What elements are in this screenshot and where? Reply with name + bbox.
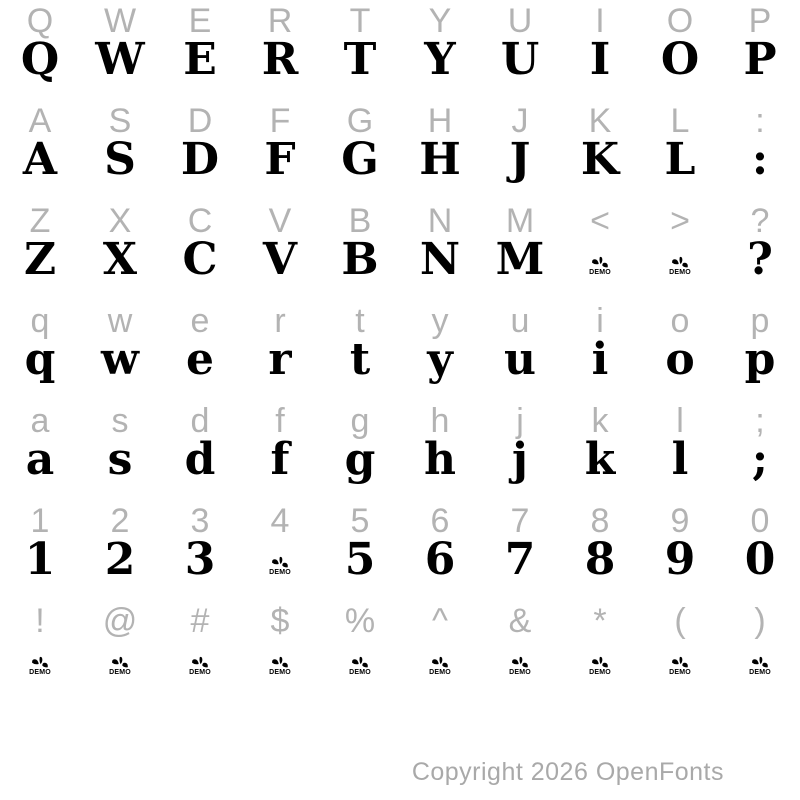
reference-char: X [108,202,132,240]
demo-placeholder [160,642,240,681]
reference-char: G [346,102,374,140]
reference-char: i [596,302,604,340]
reference-char: $ [270,602,290,640]
reference-char: o [670,302,690,340]
preview-char: N [419,234,461,285]
reference-char: 5 [350,502,370,540]
demo-label: DEMO [189,669,211,676]
reference-char: B [348,202,372,240]
reference-char: O [666,2,694,40]
preview-char: j [512,434,528,485]
glyph-row-pair [0,300,800,400]
reference-char: j [516,402,524,440]
demo-label: DEMO [29,669,51,676]
preview-char: V [262,234,298,285]
reference-char: 4 [270,502,290,540]
demo-label: DEMO [749,669,771,676]
preview-char: P [743,34,777,85]
preview-char: h [424,434,456,485]
preview-char: p [744,334,776,385]
preview-char: q [24,334,56,385]
demo-ornament-icon [271,656,289,670]
reference-char: y [431,302,449,340]
glyph-row-pair [0,500,800,600]
demo-placeholder [240,642,320,681]
reference-char: % [344,602,376,640]
reference-row [0,600,800,642]
demo-placeholder [240,542,320,581]
reference-char: 6 [430,502,450,540]
demo-placeholder [720,642,800,681]
preview-char: g [344,434,376,485]
reference-char: ) [754,602,766,640]
reference-char: ^ [432,602,448,640]
reference-char: L [670,102,690,140]
preview-char: I [589,34,611,85]
reference-char: ; [755,402,765,440]
preview-char: L [664,134,696,185]
reference-char: I [595,2,605,40]
reference-char: C [187,202,213,240]
preview-char: 2 [104,534,136,585]
reference-char: 2 [110,502,130,540]
preview-char: H [419,134,461,185]
reference-char: t [355,302,365,340]
demo-ornament-icon [751,656,769,670]
demo-ornament-icon [351,656,369,670]
reference-char: 3 [190,502,210,540]
preview-char: 5 [344,534,376,585]
preview-char: 3 [184,534,216,585]
preview-row [0,134,800,200]
preview-char: R [261,34,299,85]
demo-ornament-icon [431,656,449,670]
demo-ornament-icon [591,256,609,270]
reference-char: R [267,2,293,40]
reference-char: * [593,602,607,640]
preview-char: s [107,434,133,485]
preview-char: G [341,134,379,185]
reference-char: F [269,102,291,140]
preview-char: 9 [664,534,696,585]
preview-char: W [95,34,145,85]
demo-ornament-icon [671,656,689,670]
preview-char: Z [23,234,57,285]
reference-char: K [588,102,612,140]
preview-char: a [25,434,55,485]
reference-char: ( [674,602,686,640]
reference-char: V [268,202,292,240]
demo-ornament-icon [591,656,609,670]
reference-char: : [755,102,765,140]
reference-char: p [750,302,770,340]
reference-char: N [427,202,453,240]
reference-char: e [190,302,210,340]
demo-ornament-icon [511,656,529,670]
demo-glyph [269,542,291,578]
preview-char: 0 [744,534,776,585]
demo-label: DEMO [509,669,531,676]
reference-char: 7 [510,502,530,540]
demo-placeholder [320,642,400,681]
reference-char: @ [102,602,138,640]
glyph-row-pair [0,200,800,300]
preview-char: d [184,434,216,485]
copyright-text: Copyright 2026 OpenFonts [411,758,724,786]
preview-row [0,642,800,700]
demo-placeholder [640,642,720,681]
glyph-row-pair [0,400,800,500]
preview-char: C [182,234,218,285]
preview-char: w [101,334,139,385]
demo-glyph [749,642,771,678]
preview-char: B [341,234,379,285]
reference-char: E [188,2,212,40]
preview-char: f [270,434,290,485]
preview-char: T [343,34,377,85]
preview-char: S [104,134,136,185]
reference-char: & [508,602,532,640]
reference-char: 0 [750,502,770,540]
reference-char: U [507,2,533,40]
preview-row [0,334,800,400]
demo-placeholder [80,642,160,681]
preview-char: i [591,334,609,385]
preview-char: F [264,134,296,185]
reference-char: u [510,302,530,340]
reference-char: s [111,402,129,440]
demo-ornament-icon [31,656,49,670]
reference-char: a [30,402,50,440]
reference-char: ? [750,202,770,240]
preview-row [0,434,800,500]
reference-char: 9 [670,502,690,540]
glyph-row-pair [0,100,800,200]
reference-char: 8 [590,502,610,540]
reference-char: k [591,402,609,440]
demo-placeholder [640,242,720,281]
reference-char: r [274,302,286,340]
demo-glyph [269,642,291,678]
reference-char: > [670,202,690,240]
preview-char: 1 [24,534,56,585]
preview-row [0,234,800,300]
reference-char: Z [29,202,51,240]
preview-char: M [495,234,545,285]
reference-char: A [28,102,52,140]
demo-placeholder [560,642,640,681]
reference-char: Q [26,2,54,40]
demo-glyph [589,242,611,278]
glyph-row-pair [0,0,800,100]
demo-placeholder [400,642,480,681]
preview-char: D [180,134,220,185]
reference-char: H [427,102,453,140]
reference-char: Y [428,2,452,40]
demo-glyph [429,642,451,678]
preview-char: ; [751,434,769,485]
preview-char: Q [20,34,60,85]
reference-char: ! [35,602,45,640]
reference-char: w [107,302,133,340]
preview-char: r [268,334,292,385]
demo-ornament-icon [271,556,289,570]
preview-char: : [751,134,769,185]
reference-char: # [190,602,210,640]
demo-glyph [29,642,51,678]
preview-char: X [102,234,138,285]
preview-char: U [500,34,540,85]
demo-label: DEMO [269,569,291,576]
demo-glyph [349,642,371,678]
preview-row [0,34,800,100]
reference-char: l [676,402,684,440]
preview-char: ? [747,234,773,285]
reference-char: P [748,2,772,40]
preview-char: o [665,334,695,385]
reference-char: h [430,402,450,440]
demo-label: DEMO [589,269,611,276]
preview-char: Y [424,34,456,85]
reference-char: W [103,2,137,40]
preview-char: l [671,434,689,485]
demo-label: DEMO [589,669,611,676]
demo-label: DEMO [669,669,691,676]
demo-glyph [189,642,211,678]
demo-label: DEMO [109,669,131,676]
reference-char: f [275,402,285,440]
reference-char: 1 [30,502,50,540]
reference-char: q [30,302,50,340]
demo-ornament-icon [111,656,129,670]
reference-char: g [350,402,370,440]
preview-char: y [427,334,453,385]
demo-placeholder [480,642,560,681]
preview-char: O [660,34,700,85]
demo-glyph [669,642,691,678]
demo-glyph [109,642,131,678]
preview-char: A [22,134,58,185]
preview-char: 7 [504,534,536,585]
demo-placeholder [560,242,640,281]
demo-glyph [509,642,531,678]
reference-char: D [187,102,213,140]
reference-char: S [108,102,132,140]
preview-char: u [504,334,536,385]
preview-row [0,534,800,600]
reference-char: J [511,102,529,140]
reference-char: < [590,202,610,240]
reference-char: d [190,402,210,440]
demo-ornament-icon [191,656,209,670]
preview-char: e [186,334,214,385]
glyph-row-pair [0,600,800,700]
demo-label: DEMO [429,669,451,676]
preview-char: k [584,434,616,485]
preview-char: E [183,34,217,85]
preview-char: J [509,134,531,185]
demo-label: DEMO [669,269,691,276]
demo-label: DEMO [349,669,371,676]
demo-label: DEMO [269,669,291,676]
demo-placeholder [0,642,80,681]
preview-char: 8 [584,534,616,585]
preview-char: t [349,334,371,385]
preview-char: 6 [424,534,456,585]
demo-glyph [589,642,611,678]
preview-char: K [580,134,620,185]
demo-glyph [669,242,691,278]
reference-char: M [505,202,535,240]
reference-char: T [349,2,371,40]
demo-ornament-icon [671,256,689,270]
